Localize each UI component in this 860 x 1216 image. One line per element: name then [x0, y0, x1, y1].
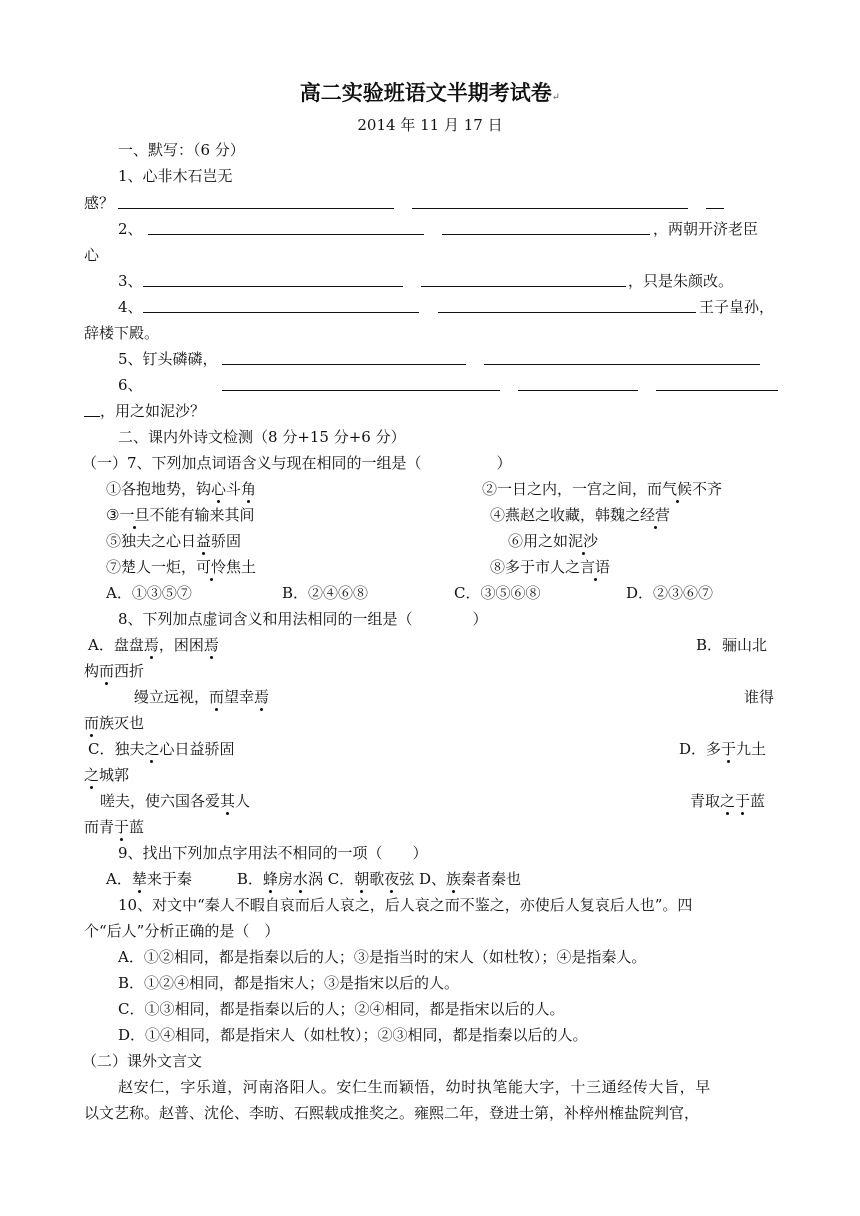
q1-blank-2[interactable] [412, 208, 688, 209]
q7-option-c[interactable]: C．③⑤⑥⑧ [454, 584, 541, 602]
q10-option-c[interactable]: C．①③相同，都是指秦以后的人；②④相同，都是指宋以后的人。 [118, 1000, 565, 1018]
q7-item-7: ⑦楚人一炬，可怜焦土 [106, 558, 257, 576]
q6-num: 6、 [118, 376, 143, 394]
q7-item-1: ①各抱地势，钩心斗角 [106, 480, 257, 498]
q9-options[interactable]: A．辇来于秦 B．蜂房水涡 C．朝歌夜弦 D、族秦者秦也 [106, 870, 522, 888]
q3-tail: ，只是朱颜改。 [628, 272, 734, 290]
q10-option-b[interactable]: B．①②④相同，都是指宋人；③是指宋以后的人。 [118, 974, 460, 992]
q1-text: 1、心非木石岂无 [118, 167, 233, 185]
exam-date: 2014 年 11 月 17 日 [357, 116, 503, 134]
q8-option-c[interactable]: C．独夫之心日益骄固 [88, 740, 235, 758]
q2-num: 2、 [118, 220, 143, 238]
q7-item-8: ⑧多于市人之言语 [490, 558, 611, 576]
q1-blank-3[interactable] [706, 208, 724, 209]
q10-stem: 10、对文中“秦人不暇自哀而后人哀之，后人哀之而不鉴之，亦使后人复哀后人也”。四 [118, 896, 693, 914]
q2-wrap: 心 [84, 246, 100, 264]
q8-option-d-wrap: 之城郭 [84, 766, 130, 784]
q7-item-6: ⑥用之如泥沙 [508, 532, 599, 550]
q2-tail: ，两朝开济老臣 [653, 220, 759, 238]
q8-option-a[interactable]: A．盘盘焉，困困焉 [88, 636, 219, 654]
q4-wrap: 辞楼下殿。 [84, 324, 160, 342]
q7-stem: （一）7、下列加点词语含义与现在相同的一组是（ ） [82, 454, 512, 472]
q7-option-d[interactable]: D．②③⑥⑦ [626, 584, 714, 602]
q8-option-d[interactable]: D．多于九土 [679, 740, 767, 758]
q5-text: 5、钉头磷磷， [118, 350, 218, 368]
q8-option-a-line2: 缦立远视，而望幸焉 [134, 688, 270, 706]
paragraph-mark-icon: ↵ [551, 92, 561, 103]
passage-line-1: 赵安仁，字乐道，河南洛阳人。安仁生而颖悟，幼时执笔能大字，十三通经传大旨，早 [118, 1078, 711, 1096]
section-1-heading: 一、默写：（6 分） [118, 141, 245, 159]
q6-blank-4[interactable] [84, 416, 100, 417]
q8-option-d-wrap2: 而青于蓝 [84, 818, 145, 836]
q5-blank-1[interactable] [222, 364, 466, 365]
q10-stem-wrap: 个“后人”分析正确的是（ ） [84, 922, 280, 940]
q6-wrap: ，用之如泥沙？ [100, 402, 206, 420]
q8-option-b-line2: 谁得 [744, 688, 775, 706]
q6-blank-2[interactable] [518, 390, 638, 391]
q2-blank-1[interactable] [148, 234, 424, 235]
section-2-heading: 二、课内外诗文检测（8 分+15 分+6 分） [118, 428, 406, 446]
q8-option-d-line2: 青取之于蓝 [690, 792, 766, 810]
q10-option-a[interactable]: A．①②相同，都是指秦以后的人；③是指当时的宋人（如杜牧）；④是指秦人。 [118, 948, 647, 966]
q8-option-b-wrap: 构而西折 [84, 662, 145, 680]
q7-item-2: ②一日之内，一宫之间，而气候不齐 [482, 480, 723, 498]
q8-option-c-line2: 嗟夫，使六国各爱其人 [100, 792, 251, 810]
q4-tail: 王子皇孙， [699, 298, 775, 316]
q9-stem: 9、找出下列加点字用法不相同的一项（ ） [118, 844, 428, 862]
q7-option-a[interactable]: A．①③⑤⑦ [106, 584, 192, 602]
passage-line-2: 以文艺称。赵普、沈伦、李昉、石熙载成推奖之。雍熙二年，登进士第，补梓州榷盐院判官， [84, 1104, 700, 1122]
q6-blank-3[interactable] [656, 390, 778, 391]
q1-blank-1[interactable] [118, 208, 394, 209]
q8-stem: 8、下列加点虚词含义和用法相同的一组是（ ） [118, 610, 488, 628]
q7-item-3: ③一旦不能有输来其间 [106, 506, 255, 524]
q6-blank-1[interactable] [222, 390, 500, 391]
q8-option-b[interactable]: B．骊山北 [696, 636, 768, 654]
q4-blank-2[interactable] [438, 312, 696, 313]
exam-title: 高二实验班语文半期考试卷↵ [299, 80, 561, 105]
q1-wrap: 感？ [84, 194, 115, 212]
q3-num: 3、 [118, 272, 143, 290]
q3-blank-2[interactable] [421, 286, 626, 287]
q7-item-4: ④燕赵之收藏，韩魏之经营 [490, 506, 671, 524]
q2-blank-2[interactable] [442, 234, 650, 235]
q10-option-d[interactable]: D．①④相同，都是指宋人（如杜牧）；②③相同，都是指秦以后的人。 [118, 1026, 588, 1044]
q3-blank-1[interactable] [143, 286, 403, 287]
q7-item-5: ⑤独夫之心日益骄固 [106, 532, 242, 550]
q7-option-b[interactable]: B．②④⑥⑧ [282, 584, 369, 602]
q5-blank-2[interactable] [484, 364, 760, 365]
q8-option-b-wrap2: 而族灭也 [84, 714, 145, 732]
q4-num: 4、 [118, 298, 143, 316]
q4-blank-1[interactable] [143, 312, 419, 313]
section-3-heading: （二）课外文言文 [82, 1052, 203, 1070]
